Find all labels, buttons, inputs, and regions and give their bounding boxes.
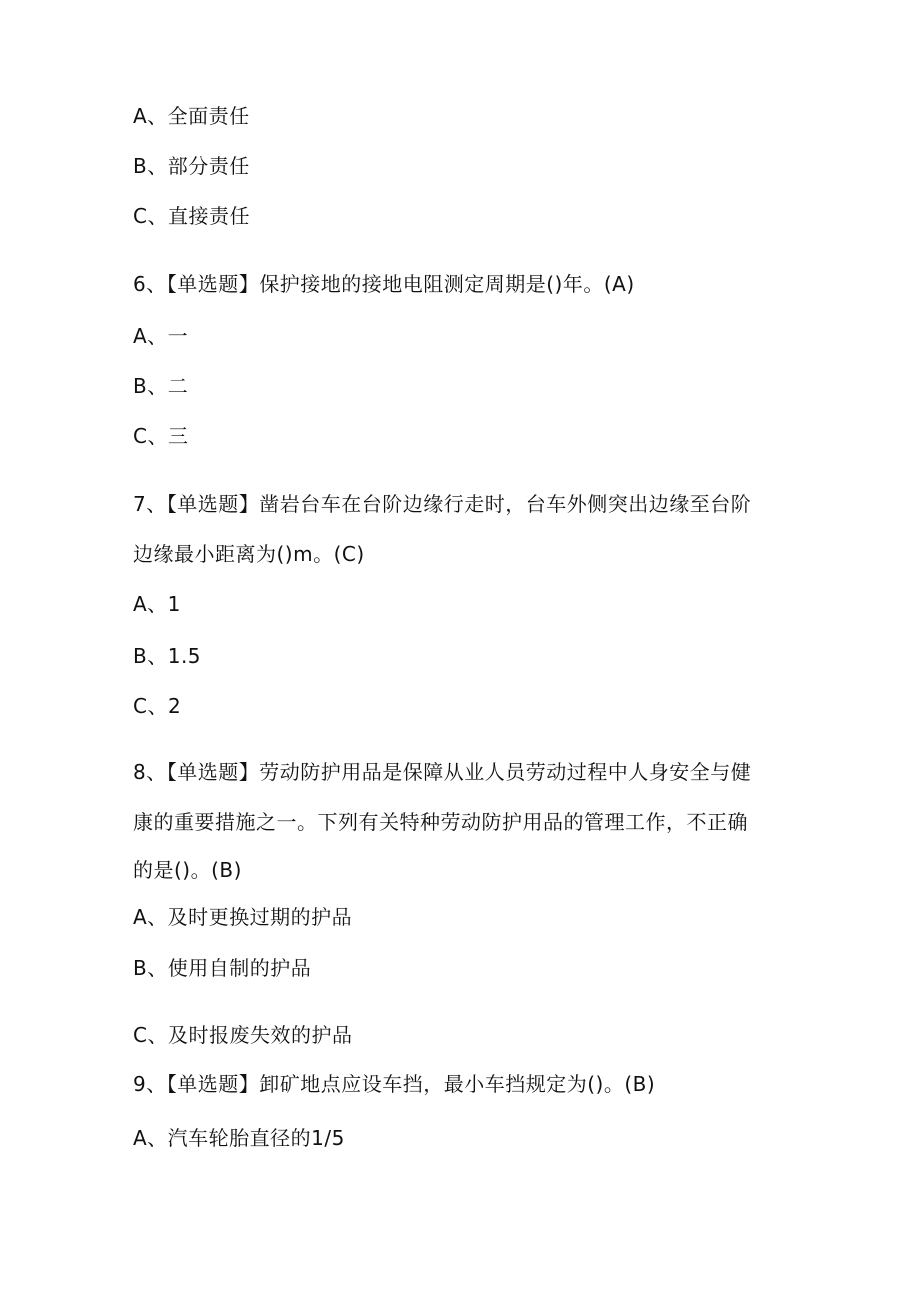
q7-option-b: B、1.5 <box>133 644 202 668</box>
q8-option-c: C、及时报废失效的护品 <box>133 1023 353 1047</box>
q8-question-line-1: 8、【单选题】劳动防护用品是保障从业人员劳动过程中人身安全与健 <box>133 760 752 784</box>
q5-option-c: C、直接责任 <box>133 204 250 228</box>
q7-question-line-1: 7、【单选题】凿岩台车在台阶边缘行走时，台车外侧突出边缘至台阶 <box>133 492 752 516</box>
q7-option-c: C、2 <box>133 694 182 718</box>
q7-option-a: A、1 <box>133 592 181 616</box>
q6-option-c: C、三 <box>133 424 189 448</box>
q8-question-line-2: 康的重要措施之一。下列有关特种劳动防护用品的管理工作，不正确 <box>133 810 748 834</box>
q8-option-b: B、使用自制的护品 <box>133 956 312 980</box>
q9-question: 9、【单选题】卸矿地点应设车挡，最小车挡规定为()。(B) <box>133 1072 656 1096</box>
q5-option-b: B、部分责任 <box>133 154 250 178</box>
q5-option-a: A、全面责任 <box>133 104 250 128</box>
q6-question: 6、【单选题】保护接地的接地电阻测定周期是()年。(A) <box>133 272 635 296</box>
q7-question-line-2: 边缘最小距离为()m。(C) <box>133 542 365 566</box>
q8-option-a: A、及时更换过期的护品 <box>133 905 353 929</box>
q9-option-a: A、汽车轮胎直径的1/5 <box>133 1126 345 1150</box>
q6-option-a: A、一 <box>133 324 189 348</box>
q8-question-line-3: 的是()。(B) <box>133 858 242 882</box>
q6-option-b: B、二 <box>133 374 189 398</box>
